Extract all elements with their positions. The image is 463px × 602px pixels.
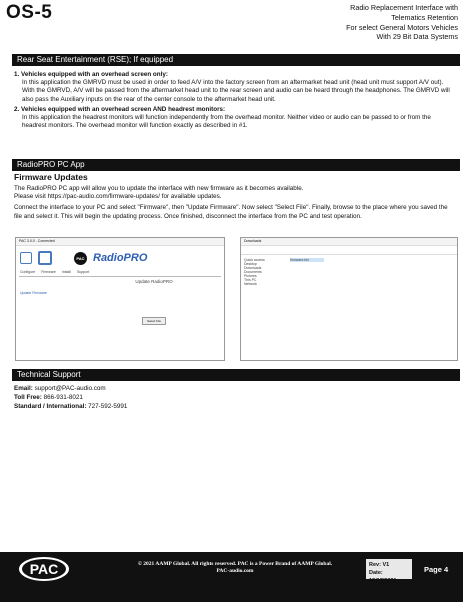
update-firmware-link: Update Firmware bbox=[20, 291, 47, 295]
tollfree-label: Toll Free: bbox=[14, 394, 42, 402]
sidebar-item: This PC bbox=[244, 278, 257, 282]
email-label: Email: bbox=[14, 385, 33, 392]
firmware-subtitle: Firmware Updates bbox=[14, 172, 88, 182]
explorer-sidebar bbox=[241, 255, 287, 289]
description-line: Telematics Retention bbox=[391, 12, 458, 22]
sidebar-item: Downloads bbox=[244, 266, 262, 270]
select-file-button: Select File bbox=[142, 317, 166, 325]
app-window-title: PAC 3.0.0 - Connected bbox=[16, 238, 224, 246]
email-line bbox=[14, 385, 314, 393]
radiopro-app-screenshot bbox=[15, 237, 225, 361]
sidebar-item: Pictures bbox=[244, 274, 257, 278]
rse-item bbox=[14, 106, 454, 131]
nav-configure-icon bbox=[20, 252, 32, 264]
firmware-paragraph bbox=[14, 185, 456, 201]
support-contacts bbox=[14, 385, 314, 413]
rse-item bbox=[14, 71, 454, 104]
app-name: RadioPRO bbox=[93, 252, 148, 264]
page-footer bbox=[0, 552, 463, 602]
nav-firmware-icon bbox=[38, 251, 52, 265]
description-line: With 29 Bit Data Systems bbox=[376, 32, 458, 42]
email-value: support@PAC-audio.com bbox=[34, 385, 106, 392]
model-title: OS-5 bbox=[6, 2, 53, 23]
radiopro-section-bar: RadioPRO PC App bbox=[12, 159, 460, 171]
nav-label: Support bbox=[76, 270, 90, 274]
page-number: Page 4 bbox=[424, 565, 449, 574]
rse-list bbox=[14, 71, 454, 132]
rse-item-title: 1. Vehicles equipped with an overhead screen only: bbox=[14, 71, 168, 78]
nav-label: Configure bbox=[20, 270, 36, 274]
rse-section-bar: Rear Seat Entertainment (RSE); If equipped bbox=[12, 54, 460, 66]
nav-label: Firmware bbox=[41, 270, 56, 274]
app-left-panel bbox=[16, 279, 84, 325]
standard-value: 727-592-5991 bbox=[88, 403, 128, 411]
revision: Rev: V1 bbox=[369, 562, 390, 568]
standard-line bbox=[14, 403, 314, 411]
explorer-address-bar bbox=[241, 246, 457, 255]
rse-item-body: In this application the GMRVD must be used in order to feed A/V into the factory screen from an aftermarket head unit (head unit must support A/V out). With the GMRVD, A/V will be passed from the aftermarket head unit to the rear screen and audio can be heard through the headphones. The GMRVD will also pass the Auxiliary inputs on the rear of the center console to the aftermarket head unit. bbox=[22, 79, 450, 103]
page-heading: Update RadioPRO bbox=[135, 279, 173, 284]
nav-label: Install bbox=[61, 270, 71, 274]
tollfree-line bbox=[14, 394, 314, 402]
file-row-selected: firmware.bin bbox=[290, 258, 324, 262]
sidebar-item: Network bbox=[244, 282, 257, 286]
pac-logo-text: PAC bbox=[29, 561, 59, 577]
firmware-text-line: The RadioPRO PC app will allow you to update the interface with new firmware as it becomes available. bbox=[14, 185, 304, 192]
pac-logo bbox=[18, 556, 70, 582]
tollfree-value: 866-931-8021 bbox=[43, 394, 83, 402]
rse-item-title: 2. Vehicles equipped with an overhead screen AND headrest monitors: bbox=[14, 105, 226, 113]
revision-date: Date: 12/17/2021 bbox=[369, 570, 397, 584]
sidebar-item: Quick access bbox=[244, 258, 265, 262]
copyright-line: © 2021 AAMP Global. All rights reserved. PAC is a Power Brand of AAMP Global. bbox=[137, 561, 333, 567]
file-explorer-screenshot bbox=[240, 237, 458, 361]
firmware-instructions bbox=[14, 185, 456, 224]
firmware-url-line: Please visit https://pac-audio.com/firmware-updates/ for available updates. bbox=[14, 193, 222, 201]
nav-install-icon bbox=[58, 253, 68, 263]
explorer-file-list bbox=[287, 255, 457, 289]
product-description bbox=[258, 3, 458, 42]
description-line: For select General Motors Vehicles bbox=[346, 22, 458, 32]
description-line: Radio Replacement Interface with bbox=[350, 3, 458, 12]
revision-box bbox=[366, 559, 412, 584]
nav-labels bbox=[16, 270, 224, 274]
explorer-title: Downloads bbox=[241, 238, 457, 246]
sidebar-item: Desktop bbox=[244, 262, 257, 266]
copyright bbox=[120, 561, 350, 575]
pac-app-logo: PAC bbox=[74, 252, 87, 265]
app-main-panel bbox=[84, 279, 224, 325]
support-section-bar: Technical Support bbox=[12, 369, 460, 381]
firmware-steps: Connect the interface to your PC and select "Firmware", then "Update Firmware". Now select "Select File". Finally, browse to the place where you saved the file and select it. This will begin the updating process. Once finished, disconnect the interface from the PC and test operation. bbox=[14, 204, 448, 220]
standard-label: Standard / International: bbox=[14, 403, 87, 411]
website-line: PAC-audio.com bbox=[216, 568, 254, 574]
sidebar-item: Documents bbox=[244, 270, 262, 274]
app-toolbar bbox=[16, 246, 224, 270]
rse-item-body: In this application the headrest monitors will function independently from the overhead monitor. Neither video or audio can be passed to or from the headrest monitors. The overhead monitor will function exactly as described in #1. bbox=[22, 114, 431, 130]
